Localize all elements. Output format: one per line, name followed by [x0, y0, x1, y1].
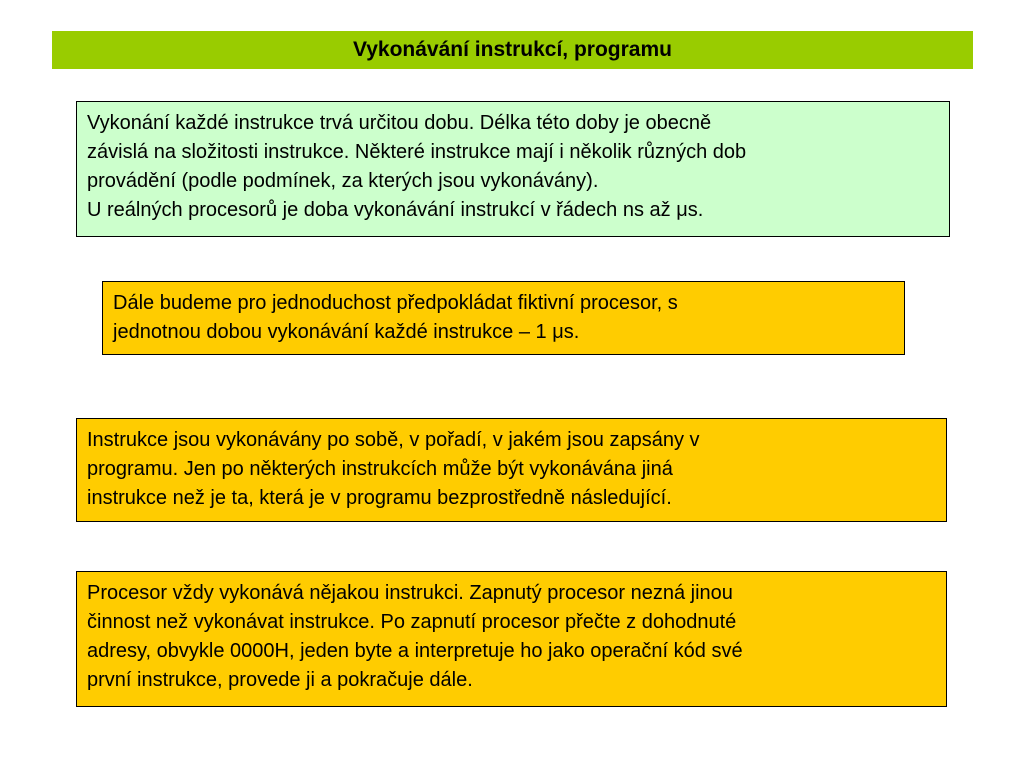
text-box-paragraph: Vykonání každé instrukce trvá určitou dobu. Délka této doby je obecně závislá na složitosti instrukce. Některé instrukce mají i několik různých dob provádění (podle podmínek, za kterých jsou vykonávány). U reálných procesorů je doba vykonávání instrukcí v řádech ns až μs.: [87, 112, 747, 221]
slide-title: Vykonávání instrukcí, programu: [353, 38, 672, 61]
text-box-instruction-order: [76, 418, 947, 522]
text-box-paragraph: Instrukce jsou vykonávány po sobě, v pořadí, v jakém jsou zapsány v programu. Jen po některých instrukcích může být vykonávána jiná instrukce než je ta, která je v programu bezprostředně následující.: [87, 429, 700, 509]
slide-title-bar: [52, 31, 973, 69]
text-box-paragraph: Dále budeme pro jednoduchost předpokládat fiktivní procesor, s jednotnou dobou vykonávání každé instrukce – 1 μs.: [113, 292, 678, 343]
text-box-paragraph: Procesor vždy vykonává nějakou instrukci. Zapnutý procesor nezná jinou činnost než vykonávat instrukce. Po zapnutí procesor přečte z dohodnuté adresy, obvykle 0000H, jeden byte a interpretuje ho jako operační kód své první instrukce, provede ji a pokračuje dále.: [87, 582, 743, 691]
text-box-instruction-duration: [76, 101, 950, 237]
text-box-fictive-processor: [102, 281, 905, 355]
text-box-processor-startup: [76, 571, 947, 707]
